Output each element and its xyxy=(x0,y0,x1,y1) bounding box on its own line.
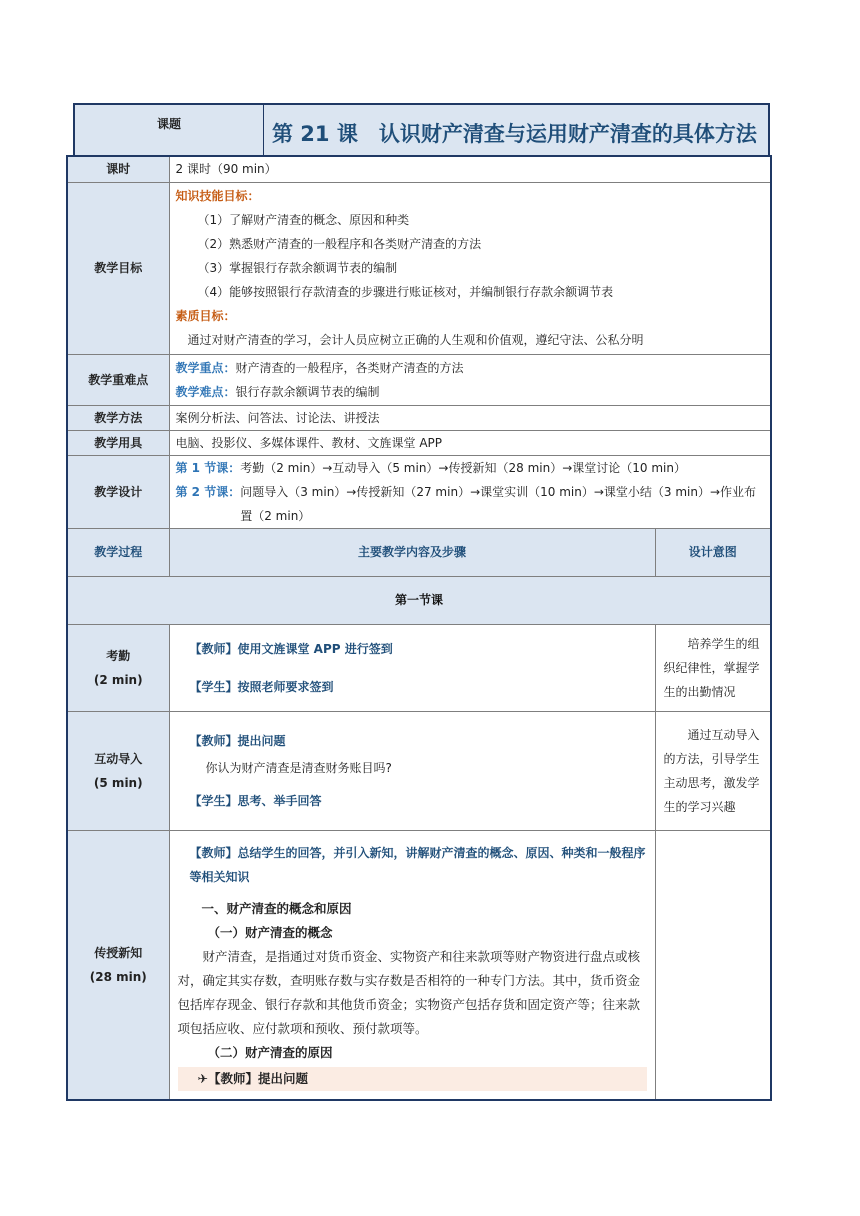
stage-attendance-label xyxy=(67,624,169,711)
row-key-points xyxy=(67,354,771,405)
lesson-plan-table xyxy=(66,155,772,1101)
attendance-intent: 培养学生的组织纪律性，掌握学生的出勤情况 xyxy=(655,624,771,711)
intro-content xyxy=(169,711,655,830)
student-line: 【学生】思考、举手回答 xyxy=(189,793,322,808)
student-line: 【学生】按照老师要求签到 xyxy=(189,679,334,694)
stage-intro xyxy=(67,711,771,830)
header-intent: 设计意图 xyxy=(655,528,771,576)
heading-2a: （一）财产清查的概念 xyxy=(207,924,333,940)
teacher-line: 【教师】提出问题 xyxy=(189,733,286,748)
stage-new-knowledge-label xyxy=(67,830,169,1100)
methods-label: 教学方法 xyxy=(67,405,169,430)
knowledge-item: （3）掌握银行存款余额调节表的编制 xyxy=(197,261,398,275)
lesson1-text: 考勤（2 min）→互动导入（5 min）→传授新知（28 min）→课堂讨论（10 min） xyxy=(240,460,686,475)
row-hours xyxy=(67,156,771,182)
stage-attendance xyxy=(67,624,771,711)
lesson2-text: 问题导入（3 min）→传授新知（27 min）→课堂实训（10 min）→课堂小结（3 min）→作业布置（2 min） xyxy=(240,484,757,523)
quality-text: 通过对财产清查的学习，会计人员应树立正确的人生观和价值观，遵纪守法、公私分明 xyxy=(187,333,644,347)
knowledge-item: （4）能够按照银行存款清查的步骤进行账证核对，并编制银行存款余额调节表 xyxy=(197,285,614,299)
row-tools xyxy=(67,430,771,455)
hours-label: 课时 xyxy=(67,156,169,182)
design-label: 教学设计 xyxy=(67,455,169,528)
intro-intent: 通过互动导入的方法，引导学生主动思考，激发学生的学习兴趣 xyxy=(655,711,771,830)
header-content: 主要教学内容及步骤 xyxy=(169,528,655,576)
header-process: 教学过程 xyxy=(67,528,169,576)
lesson2-label: 第 2 节课： xyxy=(175,484,241,499)
stage-intro-label xyxy=(67,711,169,830)
heading-1: 一、财产清查的概念和原因 xyxy=(201,900,352,916)
attendance-content xyxy=(169,624,655,711)
new-knowledge-intent xyxy=(655,830,771,1100)
stage-time: (2 min) xyxy=(93,672,143,687)
knowledge-item: （2）熟悉财产清查的一般程序和各类财产清查的方法 xyxy=(197,237,482,251)
hours-value: 2 课时（90 min） xyxy=(169,156,771,182)
stage-name: 传授新知 xyxy=(94,945,143,960)
lesson1-label: 第 1 节课： xyxy=(175,460,241,475)
row-objectives xyxy=(67,182,771,354)
intro-question: 你认为财产清查是清查财务账目吗? xyxy=(205,760,392,775)
knowledge-item: （1）了解财产清查的概念、原因和种类 xyxy=(197,213,410,227)
lesson-title: 第 21 课 认识财产清查与运用财产清查的具体方法 xyxy=(264,105,768,155)
section-title: 第一节课 xyxy=(67,576,771,624)
section-row xyxy=(67,576,771,624)
row-design xyxy=(67,455,771,528)
process-header-row xyxy=(67,528,771,576)
concept-paragraph: 财产清查，是指通过对货币资金、实物资产和往来款项等财产物资进行盘点或核对，确定其实存数，查明账存数与实存数是否相符的一种专门方法。其中，货币资金包括库存现金、银行存款和其他货币资金；实物资产包括存货和固定资产等；往来款项包括应收、应付款项和预收、预付款项等。 xyxy=(177,948,641,1036)
title-label: 课题 xyxy=(75,105,264,155)
teacher-line: 【教师】总结学生的回答，并引入新知，讲解财产清查的概念、原因、种类和一般程序等相关知识 xyxy=(189,845,646,884)
design-content xyxy=(169,455,771,528)
stage-new-knowledge xyxy=(67,830,771,1100)
quality-heading: 素质目标： xyxy=(175,309,236,323)
key-points-label: 教学重难点 xyxy=(67,354,169,405)
key-text: 财产清查的一般程序，各类财产清查的方法 xyxy=(235,360,464,375)
stage-time: (28 min) xyxy=(89,969,147,984)
stage-time: (5 min) xyxy=(93,775,143,790)
stage-name: 互动导入 xyxy=(94,751,143,766)
teacher-question-bar: ✈【教师】提出问题 xyxy=(178,1067,647,1091)
key-points-content xyxy=(169,354,771,405)
new-knowledge-content xyxy=(169,830,655,1100)
stage-name: 考勤 xyxy=(106,648,131,663)
tools-label: 教学用具 xyxy=(67,430,169,455)
difficult-label: 教学难点： xyxy=(175,384,236,399)
objectives-label: 教学目标 xyxy=(67,182,169,354)
methods-value: 案例分析法、问答法、讨论法、讲授法 xyxy=(169,405,771,430)
row-methods xyxy=(67,405,771,430)
title-block xyxy=(73,103,770,155)
knowledge-heading: 知识技能目标： xyxy=(175,189,260,203)
tools-value: 电脑、投影仪、多媒体课件、教材、文旌课堂 APP xyxy=(169,430,771,455)
difficult-text: 银行存款余额调节表的编制 xyxy=(235,384,380,399)
teacher-line: 【教师】使用文旌课堂 APP 进行签到 xyxy=(189,641,393,656)
key-label: 教学重点： xyxy=(175,360,236,375)
heading-2b: （二）财产清查的原因 xyxy=(207,1044,333,1060)
objectives-content xyxy=(169,182,771,354)
